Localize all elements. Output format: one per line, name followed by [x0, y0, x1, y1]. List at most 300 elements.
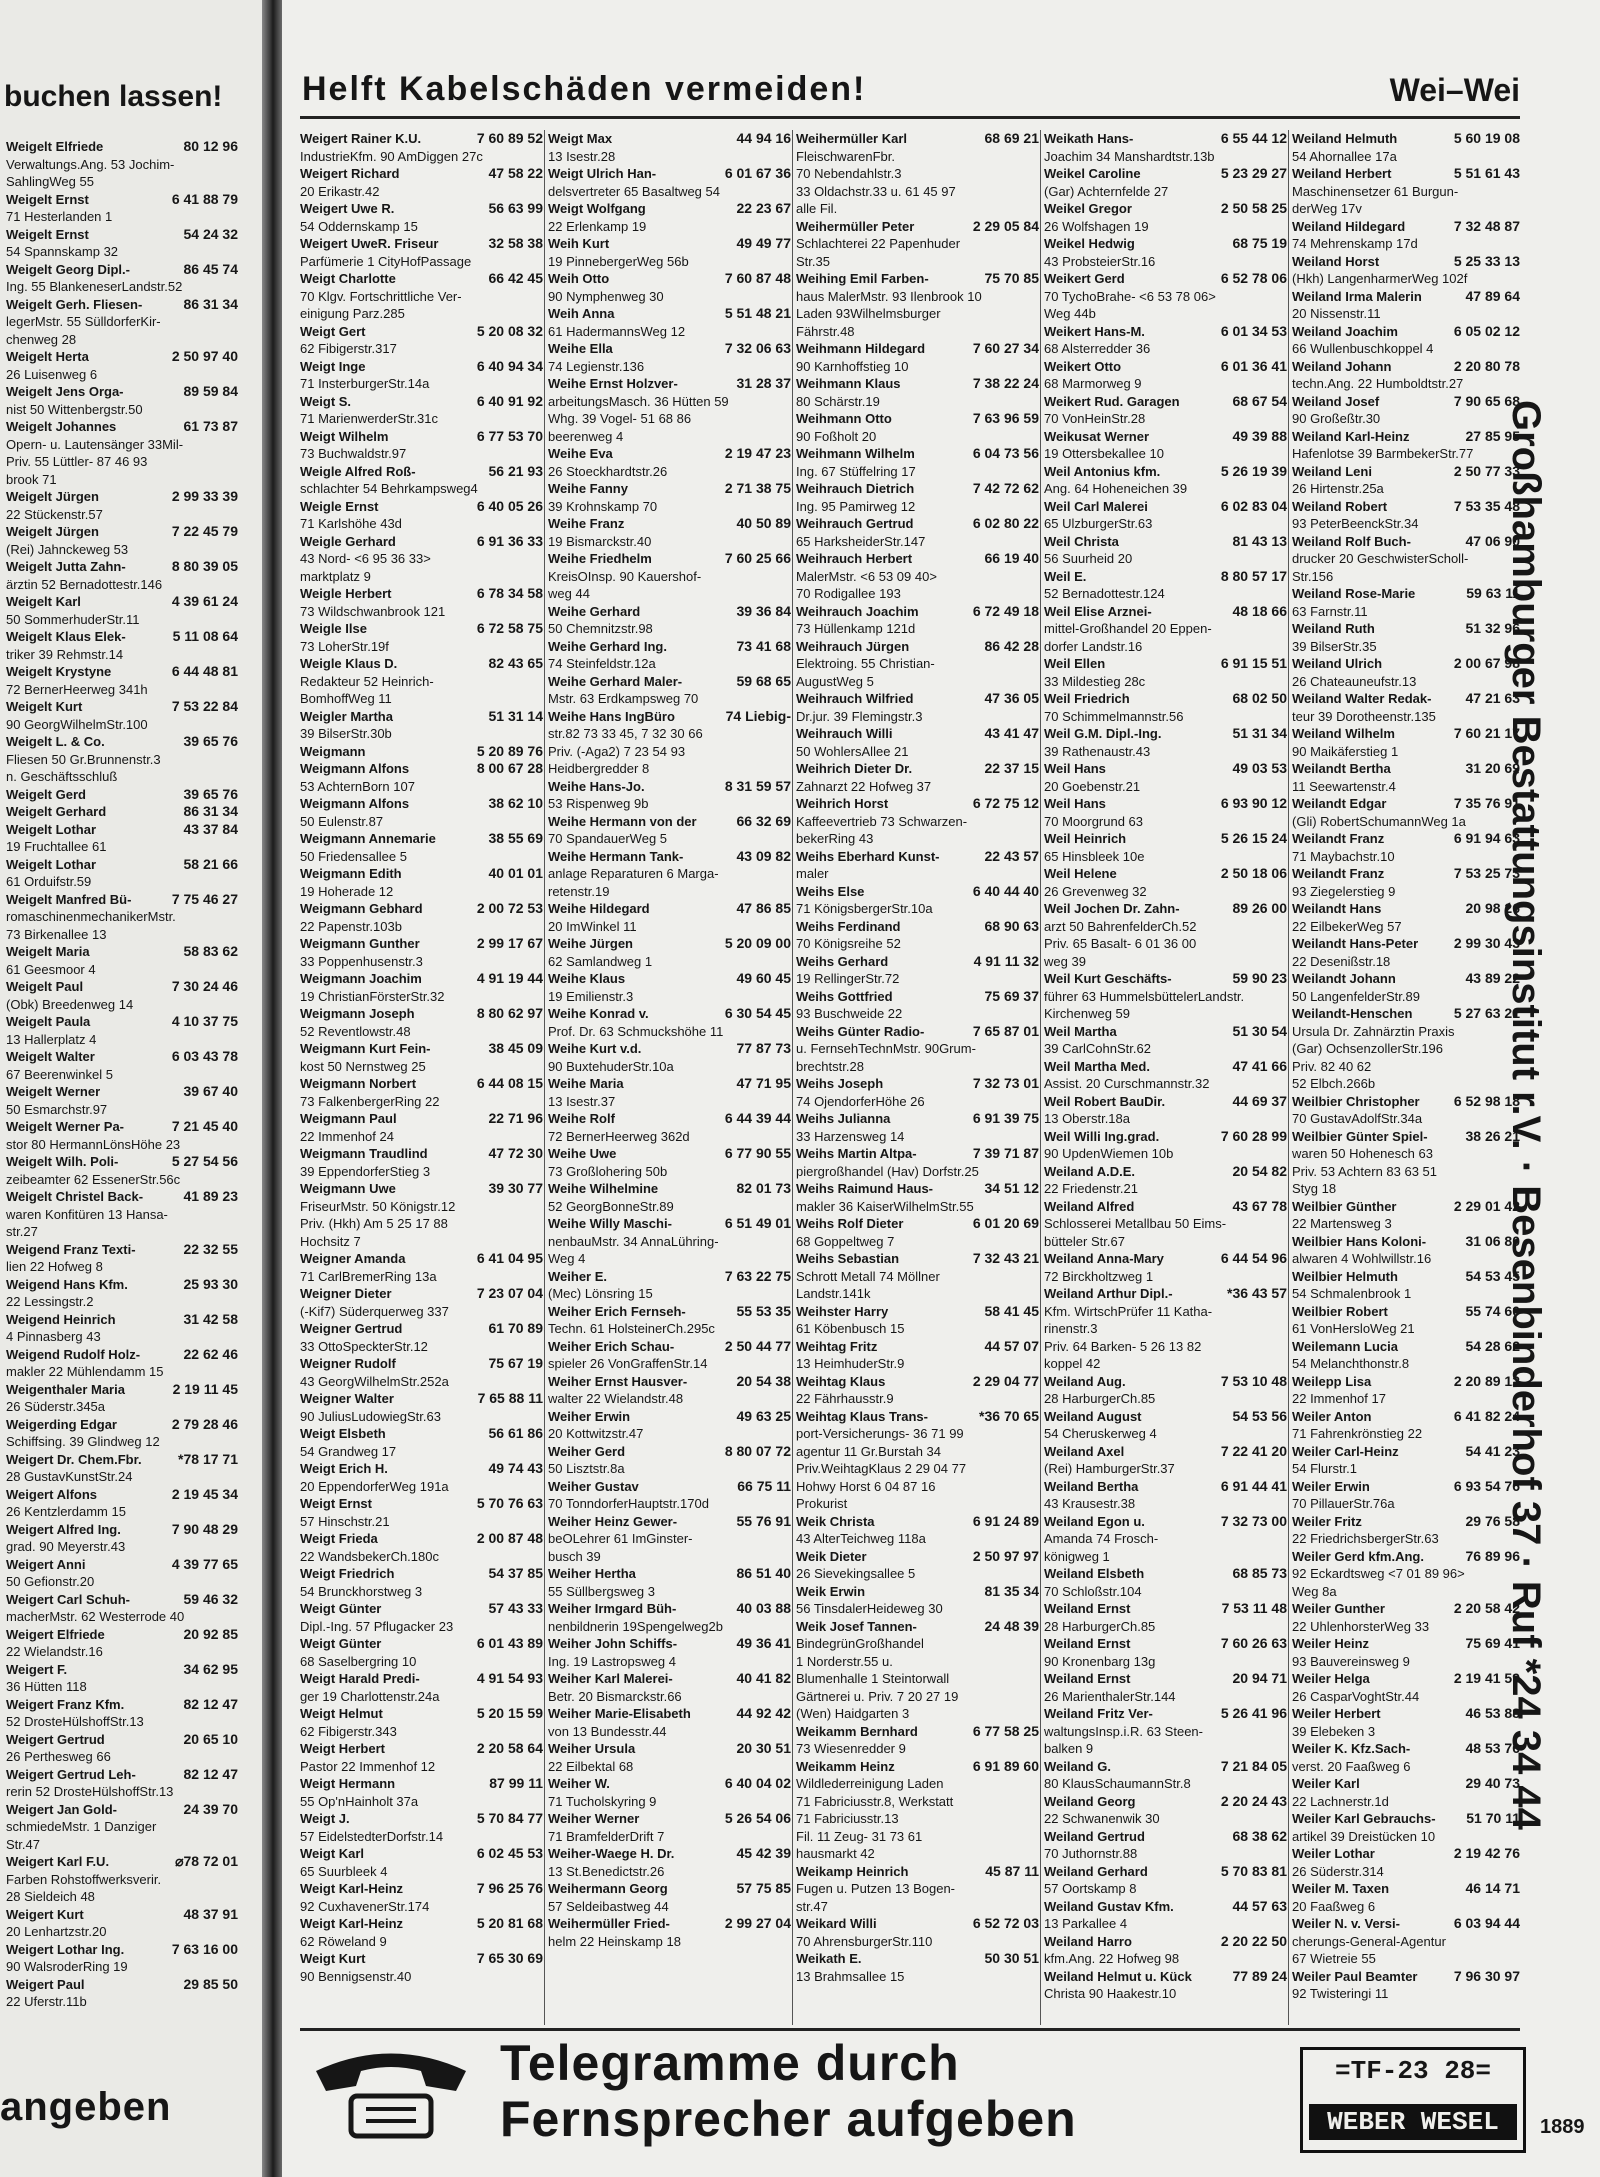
- listing-entry: [1044, 1863, 1287, 1881]
- listing-detail-line: 33 OttoSpeckterStr.12: [300, 1338, 428, 1354]
- listing-phone: 7 60 27 34: [972, 340, 1039, 356]
- listing-entry: [6, 1188, 238, 1206]
- listing-name: Weigmann Kurt Fein-: [300, 1041, 431, 1056]
- listing-phone: 7 63 22 75: [724, 1267, 791, 1284]
- listing-entry: [1292, 830, 1520, 848]
- listing-entry: [6, 1346, 238, 1364]
- listing-phone: 22 43 57: [984, 847, 1039, 864]
- listing-name: Weiher-Waege H. Dr.: [548, 1846, 675, 1861]
- listing-entry: [796, 1023, 1039, 1041]
- listing-name: Weihs Raimund Haus-: [796, 1181, 934, 1196]
- listing-detail-line: beerenweg 4: [548, 428, 624, 444]
- listing-entry: [1292, 760, 1520, 778]
- listing-detail-line: alwaren 4 Wohlwillstr.16: [1292, 1251, 1432, 1266]
- listing-phone: 6 30 54 45: [724, 1005, 791, 1021]
- listing-phone: 5 70 83 81: [1220, 1862, 1287, 1879]
- listing-entry: [548, 1600, 791, 1618]
- listing-entry: [1044, 1058, 1287, 1076]
- listing-entry: [796, 480, 1039, 498]
- listing-name: Weiher Hertha: [548, 1566, 636, 1581]
- listing-detail-line: 50 WohlersAllee 21: [796, 743, 909, 759]
- listing-detail-line: Ing. 95 Pamirweg 12: [796, 498, 916, 514]
- listing-entry: [548, 970, 791, 988]
- listing-name: Weigle Ernst: [300, 498, 379, 514]
- listing-detail-line: verst. 20 Faaßweg 6: [1292, 1758, 1411, 1774]
- listing-detail-line: 52 Reventlowstr.48: [300, 1023, 411, 1039]
- listing-phone: 7 32 06 63: [724, 340, 791, 356]
- listing-detail-line: 54 Ahornallee 17a: [1292, 148, 1397, 164]
- listing-entry: [548, 1338, 791, 1356]
- listing-name: Weiland Leni: [1292, 463, 1372, 479]
- listing-name: Weigmann Alfons: [300, 796, 410, 811]
- listing-phone: 58 21 66: [183, 855, 238, 872]
- listing-entry: [1044, 1513, 1287, 1531]
- listing-phone: 7 38 22 24: [972, 375, 1039, 391]
- listing-phone: 32 58 38: [488, 235, 543, 251]
- listing-entry: [1044, 1128, 1287, 1146]
- listing-detail-line: 13 Oberstr.18a: [1044, 1111, 1130, 1126]
- listing-detail-line: 22 Wielandstr.16: [6, 1644, 103, 1659]
- listing-entry: [1292, 253, 1520, 271]
- listing-detail-line: 71 Karlshöhe 43d: [300, 516, 402, 531]
- listing-name: Weigmann Joachim: [300, 971, 422, 986]
- listing-detail-line: port-Versicherungs- 36 71 99: [796, 1426, 964, 1441]
- listing-detail-line: lien 22 Hofweg 8: [6, 1259, 103, 1274]
- listing-phone: 47 36 05: [984, 690, 1039, 706]
- listing-phone: 6 02 80 22: [972, 515, 1039, 531]
- listing-entry: [796, 1548, 1039, 1566]
- listing-phone: 82 43 65: [488, 655, 543, 671]
- listing-phone: 5 20 08 32: [476, 322, 543, 339]
- listing-phone: 40 01 01: [488, 865, 543, 881]
- listing-entry: [300, 1110, 543, 1128]
- listing-entry: [548, 1845, 791, 1863]
- listing-detail-line: str.47: [796, 1898, 828, 1914]
- listing-phone: 47 41 66: [1232, 1057, 1287, 1074]
- listing-detail-line: 71 BramfelderDrift 7: [548, 1828, 665, 1844]
- listing-detail-line: 61 HadermannsWeg 12: [548, 323, 686, 339]
- listing-phone: 2 29 01 42: [1453, 1197, 1520, 1214]
- listing-phone: 7 75 46 27: [171, 890, 238, 907]
- listing-phone: 39 30 77: [488, 1180, 543, 1196]
- listing-phone: 5 26 15 24: [1220, 830, 1287, 846]
- listing-entry: [1292, 288, 1520, 306]
- listing-entry: [548, 1915, 791, 1933]
- listing-name: Weigler Martha: [300, 708, 393, 724]
- listing-phone: 40 03 88: [736, 1600, 791, 1616]
- listing-entry: [1044, 568, 1287, 586]
- listing-entry: [6, 383, 238, 401]
- listing-detail-line: 71 Fabriciusstr.8, Werkstatt: [796, 1793, 954, 1809]
- listing-entry: [300, 1285, 543, 1303]
- listing-detail-line: Str.47: [6, 1836, 40, 1852]
- listing-name: Weihe Hermann von der: [548, 813, 697, 829]
- listing-detail-line: ärztin 52 Bernadottestr.146: [6, 576, 163, 592]
- listing-detail-line: 33 Mildestieg 28c: [1044, 673, 1146, 689]
- listing-name: Weiler Gerd kfm.Ang.: [1292, 1548, 1424, 1564]
- listing-detail-line: Fährstr.48: [796, 323, 855, 339]
- listing-phone: 6 93 90 12: [1220, 795, 1287, 811]
- listing-phone: 5 25 33 13: [1453, 252, 1520, 269]
- listing-name: Weikert Hans-M.: [1044, 323, 1145, 339]
- listing-phone: 8 80 62 97: [476, 1005, 543, 1021]
- listing-name: Weiler N. v. Versi-: [1292, 1916, 1400, 1931]
- listing-detail-line: 50 Eulenstr.87: [300, 813, 384, 829]
- listing-detail-line: 70 PillauerStr.76a: [1292, 1496, 1395, 1511]
- listing-detail-line: 50 LangenfelderStr.89: [1292, 988, 1420, 1004]
- listing-name: Weiher Gustav: [548, 1478, 639, 1494]
- listing-detail-line: haus MalerMstr. 93 Ilenbrook 10: [796, 288, 982, 304]
- listing-detail-line: 50 Chemnitzstr.98: [548, 621, 653, 636]
- listing-phone: 54 53 45: [1465, 1267, 1520, 1284]
- listing-entry: [548, 270, 791, 288]
- listing-name: Weigelt Jens Orga-: [6, 384, 124, 399]
- listing-detail-line: Schrott Metall 74 Möllner: [796, 1268, 940, 1284]
- listing-detail-line: 56 Suurheid 20: [1044, 551, 1133, 566]
- listing-name: Weihs Eberhard Kunst-: [796, 848, 940, 864]
- listing-name: Weik Josef Tannen-: [796, 1618, 917, 1634]
- listing-phone: 48 53 76: [1465, 1740, 1520, 1756]
- listing-name: Weiler Helga: [1292, 1671, 1370, 1686]
- listing-entry: [548, 550, 791, 568]
- listing-detail-line: 50 Esmarchstr.97: [6, 1101, 108, 1117]
- listing-phone: 47 21 63: [1465, 690, 1520, 706]
- listing-phone: 7 53 35 48: [1453, 497, 1520, 514]
- listing-phone: 7 60 28 99: [1220, 1127, 1287, 1144]
- listing-name: Weil Robert BauDir.: [1044, 1093, 1166, 1109]
- telephone-handset-icon: [306, 2041, 476, 2141]
- listing-detail-line: 19 RellingerStr.72: [796, 971, 900, 986]
- listing-entry: [300, 1460, 543, 1478]
- printer-box-name: WEBER WESEL: [1309, 2104, 1517, 2140]
- listing-name: Weiler Fritz: [1292, 1513, 1362, 1529]
- listing-entry: [6, 191, 238, 209]
- listing-detail-line: 36 Hütten 118: [6, 1679, 87, 1694]
- listing-entry: [300, 1845, 543, 1863]
- listing-entry: [1044, 358, 1287, 376]
- listing-phone: 73 41 68: [736, 637, 791, 654]
- listing-phone: 75 69 37: [984, 987, 1039, 1004]
- listing-name: Weikert Gerd: [1044, 271, 1125, 286]
- listing-entry: [548, 1775, 791, 1793]
- listing-name: Weiher Marie-Elisabeth: [548, 1706, 691, 1721]
- listing-name: Weiher Karl Malerei-: [548, 1671, 673, 1686]
- listing-detail-line: stor 80 HermannLönsHöhe 23: [6, 1136, 181, 1152]
- listing-detail-line: 50 Friedensallee 5: [300, 848, 407, 864]
- listing-entry: [300, 358, 543, 376]
- listing-entry: [6, 558, 238, 576]
- listing-phone: 20 92 85: [183, 1625, 238, 1642]
- listing-detail-line: 22 Lessingstr.2: [6, 1294, 94, 1309]
- listing-name: Weilandt Franz: [1292, 831, 1385, 846]
- listing-entry: [548, 480, 791, 498]
- listing-name: Weihs Rolf Dieter: [796, 1216, 904, 1231]
- listing-phone: 50 30 51: [984, 1950, 1039, 1966]
- listing-detail-line: arbeitungsMasch. 36 Hütten 59: [548, 393, 729, 409]
- listing-phone: 86 31 34: [183, 803, 238, 819]
- listing-detail-line: 70 TonndorferHauptstr.170d: [548, 1496, 709, 1511]
- listing-name: Weigt Kurt: [300, 1951, 366, 1966]
- listing-detail-line: (Rei) HamburgerStr.37: [1044, 1461, 1175, 1476]
- listing-name: Weiler Herbert: [1292, 1706, 1381, 1721]
- listing-phone: 68 90 63: [984, 917, 1039, 934]
- listing-detail-line: 73 Wiesenredder 9: [796, 1741, 906, 1756]
- listing-name: Weihrich Dieter Dr.: [796, 761, 913, 776]
- listing-entry: [548, 1880, 791, 1898]
- listing-detail-line: (Gar) OchsenzollerStr.196: [1292, 1041, 1444, 1056]
- listing-detail-line: Fliesen 50 Gr.Brunnenstr.3: [6, 751, 161, 767]
- listing-column-3: [796, 130, 1039, 1985]
- telegram-ad-line-2: Fernsprecher aufgeben: [500, 2091, 1077, 2147]
- listing-name: Weil Kurt Geschäfts-: [1044, 971, 1172, 986]
- listing-phone: 7 53 22 84: [171, 698, 238, 714]
- listing-name: Weigelt Werner Pa-: [6, 1119, 124, 1134]
- listing-phone: 6 01 67 36: [724, 165, 791, 181]
- listing-entry: [6, 1591, 238, 1609]
- listing-name: Weigner Dieter: [300, 1286, 392, 1301]
- listing-phone: 22 32 55: [183, 1240, 238, 1257]
- listing-entry: [1044, 725, 1287, 743]
- listing-detail-line: 13 St.Benedictstr.26: [548, 1863, 665, 1879]
- listing-detail-line: 92 Twisteringi 11: [1292, 1986, 1389, 2001]
- listing-phone: 7 32 73 00: [1220, 1512, 1287, 1529]
- listing-detail-line: 68 Marmorweg 9: [1044, 376, 1142, 391]
- listing-detail-line: 20 Erikastr.42: [300, 183, 380, 199]
- listing-entry: [1044, 830, 1287, 848]
- listing-name: Weigert Franz Kfm.: [6, 1696, 125, 1712]
- listing-name: Weigenthaler Maria: [6, 1381, 125, 1397]
- listing-phone: 22 71 96: [488, 1110, 543, 1126]
- listing-detail-line: techn.Ang. 22 Humboldtstr.27: [1292, 376, 1464, 391]
- listing-detail-line: 20 EppendorferWeg 191a: [300, 1478, 449, 1494]
- listing-phone: 40 41 82: [736, 1670, 791, 1686]
- listing-name: Weik Erwin: [796, 1583, 866, 1599]
- listing-name: Weigmann Paul: [300, 1111, 397, 1126]
- listing-detail-line: 74 Legienstr.136: [548, 358, 645, 374]
- listing-detail-line: 19 ChristianFörsterStr.32: [300, 988, 445, 1004]
- listing-detail-line: 43 AlterTeichweg 118a: [796, 1531, 926, 1546]
- listing-name: Weigmann Annemarie: [300, 831, 436, 846]
- listing-phone: 7 32 73 01: [972, 1075, 1039, 1091]
- listing-detail-line: Dr.jur. 39 Flemingstr.3: [796, 708, 923, 724]
- listing-entry: [300, 270, 543, 288]
- listing-phone: 2 50 58 25: [1220, 200, 1287, 216]
- listing-entry: [548, 1303, 791, 1321]
- listing-entry: [6, 418, 238, 436]
- listing-name: Weiler Karl Gebrauchs-: [1292, 1811, 1436, 1826]
- listing-detail-line: rinenstr.3: [1044, 1321, 1098, 1336]
- listing-name: Weihs Günter Radio-: [796, 1023, 925, 1039]
- listing-phone: 7 96 30 97: [1453, 1967, 1520, 1984]
- listing-detail-line: Prof. Dr. 63 Schmuckshöhe 11: [548, 1023, 724, 1039]
- listing-detail-line: delsvertreter 65 Basaltweg 54: [548, 183, 720, 199]
- listing-entry: [548, 235, 791, 253]
- listing-name: Weihtag Klaus Trans-: [796, 1408, 928, 1424]
- listing-phone: 56 21 93: [488, 462, 543, 479]
- listing-detail-line: 39 BilserStr.35: [1292, 638, 1377, 654]
- listing-detail-line: 28 HarburgerCh.85: [1044, 1618, 1156, 1634]
- listing-entry: [300, 1390, 543, 1408]
- listing-detail-line: 26 Luisenweg 6: [6, 366, 98, 382]
- listing-name: Weil Heinrich: [1044, 831, 1127, 846]
- listing-phone: 25 93 30: [183, 1275, 238, 1292]
- listing-detail-line: 54 Grandweg 17: [300, 1443, 397, 1459]
- listing-name: Weihtag Fritz: [796, 1338, 878, 1354]
- listing-detail-line: 52 Bernadottestr.124: [1044, 586, 1165, 601]
- listing-name: Weik Christa: [796, 1513, 875, 1529]
- listing-detail-line: dorfer Landstr.16: [1044, 638, 1143, 654]
- listing-detail-line: beOLehrer 61 ImGinster-: [548, 1531, 693, 1546]
- listing-entry: [6, 821, 238, 839]
- listing-phone: 66 32 69: [736, 812, 791, 829]
- listing-name: Weigle Herbert: [300, 586, 392, 601]
- listing-phone: 86 45 74: [183, 260, 238, 277]
- listing-detail-line: 66 Wullenbuschkoppel 4: [1292, 341, 1434, 356]
- listing-phone: 2 50 97 97: [972, 1547, 1039, 1564]
- listing-entry: [1044, 1758, 1287, 1776]
- listing-phone: 7 30 24 46: [171, 978, 238, 994]
- listing-entry: [796, 1145, 1039, 1163]
- listing-detail-line: AugustWeg 5: [796, 673, 874, 689]
- listing-detail-line: 71 MarienwerderStr.31c: [300, 411, 439, 426]
- previous-page-footer: angeben: [0, 2085, 172, 2129]
- listing-entry: [1292, 498, 1520, 516]
- listing-entry: [300, 655, 543, 673]
- listing-name: Weihmann Klaus: [796, 376, 901, 391]
- listing-entry: [1044, 1163, 1287, 1181]
- listing-detail-line: 19 Fruchtallee 61: [6, 839, 107, 854]
- listing-name: Weigmann Alfons: [300, 761, 410, 776]
- listing-name: Weigner Rudolf: [300, 1356, 396, 1371]
- listing-entry: [548, 1565, 791, 1583]
- listing-phone: 24 39 70: [183, 1800, 238, 1817]
- listing-detail-line: 93 Buschweide 22: [796, 1006, 903, 1021]
- listing-phone: 8 80 07 72: [724, 1442, 791, 1459]
- listing-phone: 47 89 64: [1465, 287, 1520, 304]
- listing-phone: 59 90 23: [1232, 970, 1287, 986]
- listing-entry: [796, 883, 1039, 901]
- listing-entry: [548, 1110, 791, 1128]
- listing-detail-line: 70 SpandauerWeg 5: [548, 831, 668, 846]
- listing-detail-line: maler: [796, 866, 829, 881]
- listing-phone: 6 03 94 44: [1453, 1915, 1520, 1931]
- listing-phone: 61 73 87: [183, 418, 238, 434]
- listing-entry: [6, 628, 238, 646]
- listing-name: Weihs Else: [796, 883, 865, 899]
- listing-phone: 43 41 47: [984, 725, 1039, 741]
- listing-phone: 6 44 39 44: [724, 1110, 791, 1126]
- listing-phone: 7 90 48 29: [171, 1520, 238, 1537]
- listing-entry: [6, 1731, 238, 1749]
- listing-detail-line: 62 Samlandweg 1: [548, 953, 653, 969]
- listing-name: Weil Martha: [1044, 1023, 1117, 1039]
- listing-entry: [796, 1110, 1039, 1128]
- listing-entry: [300, 900, 543, 918]
- listing-name: Weihe Ernst Holzver-: [548, 376, 678, 391]
- listing-phone: 5 26 41 96: [1220, 1705, 1287, 1721]
- listing-entry: [1292, 1198, 1520, 1216]
- listing-entry: [1044, 463, 1287, 481]
- listing-detail-line: 20 Goebenstr.21: [1044, 778, 1141, 794]
- telegram-ad-text: [500, 2035, 1077, 2147]
- listing-entry: [300, 1075, 543, 1093]
- listing-name: Weigt Harald Predi-: [300, 1671, 420, 1686]
- listing-detail-line: Schiffsing. 39 Glindweg 12: [6, 1434, 160, 1449]
- listing-entry: [796, 953, 1039, 971]
- listing-name: Weigt Max: [548, 131, 613, 146]
- listing-entry: [548, 1513, 791, 1531]
- listing-entry: [548, 1810, 791, 1828]
- listing-entry: [300, 795, 543, 813]
- listing-phone: 6 72 58 75: [476, 620, 543, 636]
- listing-detail-line: 53 AchternBorn 107: [300, 778, 415, 794]
- listing-entry: [6, 733, 238, 751]
- listing-phone: 7 53 11 48: [1221, 1600, 1287, 1616]
- listing-name: Weihe Uwe: [548, 1146, 617, 1161]
- listing-detail-line: Hochsitz 7: [300, 1233, 361, 1249]
- listing-phone: 7 60 87 48: [724, 270, 791, 286]
- listing-detail-line: 20 Kottwitzstr.47: [548, 1426, 644, 1441]
- listing-detail-line: 72 Birckholtzweg 1: [1044, 1268, 1154, 1284]
- listing-name: Weigmann: [300, 743, 366, 759]
- listing-detail-line: 90 Maikäferstieg 1: [1292, 743, 1399, 759]
- listing-name: Weikusat Werner: [1044, 428, 1150, 444]
- listing-column-4: [1044, 130, 1287, 2003]
- listing-name: Weiland Herbert: [1292, 166, 1392, 181]
- listing-detail-line: FleischwarenFbr.: [796, 148, 895, 164]
- listing-entry: [1044, 795, 1287, 813]
- listing-detail-line: busch 39: [548, 1548, 601, 1564]
- listing-phone: 47 06 90: [1465, 532, 1520, 549]
- listing-detail-line: 70 Königsreihe 52: [796, 936, 901, 951]
- listing-entry: [6, 891, 238, 909]
- listing-phone: 29 76 58: [1465, 1512, 1520, 1529]
- listing-phone: 49 60 45: [736, 970, 791, 986]
- listing-entry: [1044, 1250, 1287, 1268]
- listing-detail-line: 73 Wildschwanbrook 121: [300, 603, 446, 619]
- printer-box-code: =TF-23 28=: [1334, 2056, 1492, 2086]
- listing-entry: [1044, 900, 1287, 918]
- listing-detail-line: 39 Krohnskamp 70: [548, 498, 658, 514]
- listing-name: Weihe Gerhard: [548, 603, 641, 619]
- listing-name: Weigert Jan Gold-: [6, 1801, 117, 1817]
- listing-entry: [796, 760, 1039, 778]
- listing-detail-line: 71 Fabriciusstr.13: [796, 1811, 899, 1826]
- listing-entry: [6, 593, 238, 611]
- listing-detail-line: Kfm. WirtschPrüfer 11 Katha-: [1044, 1303, 1213, 1319]
- listing-detail-line: cherungs-General-Agentur: [1292, 1933, 1446, 1949]
- listing-entry: [548, 1373, 791, 1391]
- listing-phone: 2 50 77 33: [1453, 462, 1520, 479]
- listing-detail-line: (Gar) Achternfelde 27: [1044, 183, 1169, 199]
- listing-detail-line: 67 Wietreie 55: [1292, 1951, 1376, 1966]
- listing-detail-line: weg 44: [548, 586, 590, 601]
- listing-phone: 4 91 11 32: [973, 952, 1039, 969]
- listing-detail-line: 26 Süderstr.345a: [6, 1399, 106, 1414]
- listing-detail-line: 72 BernerHeerweg 341h: [6, 681, 148, 697]
- listing-entry: [1044, 1478, 1287, 1496]
- listing-phone: 7 60 89 52: [476, 130, 543, 146]
- listing-phone: 5 20 89 76: [476, 742, 543, 759]
- listing-name: Weigt Günter: [300, 1636, 382, 1651]
- listing-entry: [1292, 970, 1520, 988]
- listing-detail-line: anlage Reparaturen 6 Marga-: [548, 866, 719, 881]
- listing-phone: 6 40 44 40: [972, 882, 1039, 899]
- listing-detail-line: 90 Karnhoffstieg 10: [796, 358, 909, 374]
- listing-name: Weigner Amanda: [300, 1251, 406, 1266]
- listing-detail-line: spieler 26 VonGraffenStr.14: [548, 1356, 708, 1371]
- listing-phone: 6 41 88 79: [171, 190, 238, 207]
